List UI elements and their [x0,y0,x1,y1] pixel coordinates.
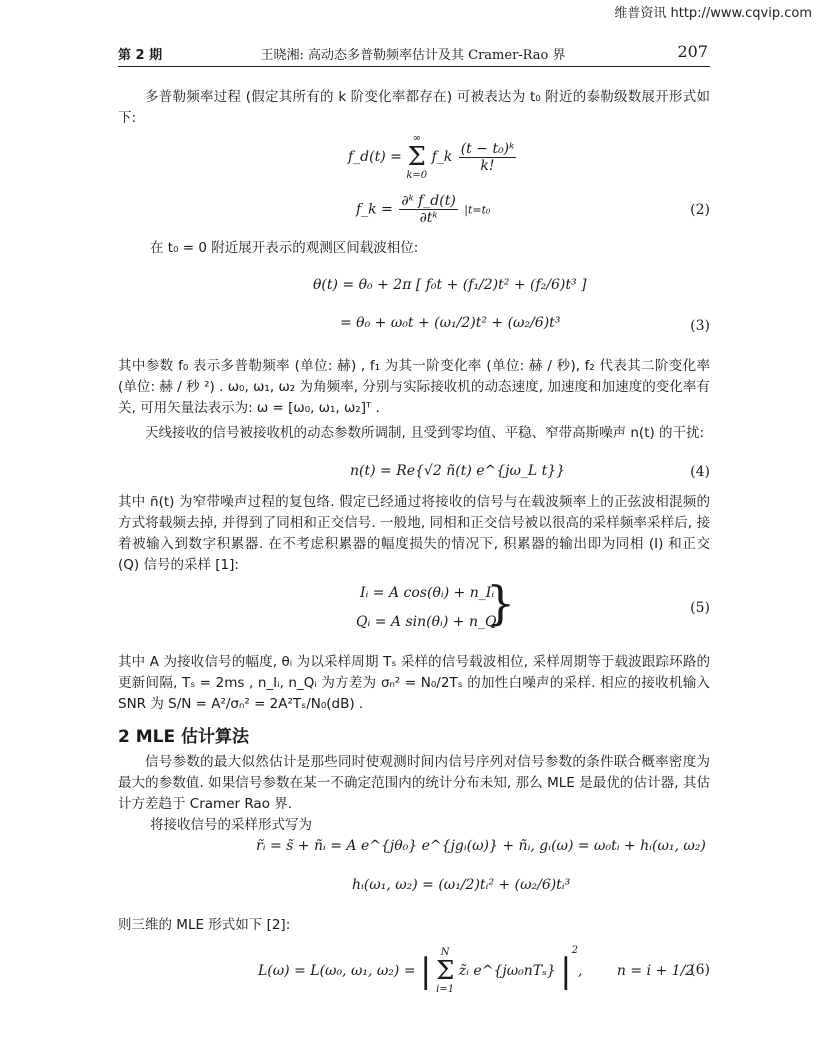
equation-4: n(t) = Re{√2 ñ(t) e^{jω_L t}} [350,463,566,479]
paragraph-phase-intro: 在 t₀ = 0 附近展开表示的观测区间载波相位: [150,240,419,256]
equation-3-line2: = θ₀ + ω₀t + (ω₁/2)t² + (ω₂/6)t³ [340,315,561,331]
eq2-lhs: f_d(t) = [348,149,402,165]
eq6-rhs: n = i + 1/2 [616,963,695,979]
watermark: 维普资讯 http://www.cqvip.com [614,6,812,21]
eq2-sum: ∞ Σ k=0 [406,133,428,181]
paragraph-parameters: 其中参数 f₀ 表示多普勒频率 (单位: 赫) , f₁ 为其一阶变化率 (单位: 赫 / 秒), f₂ 代表其二阶变化率 (单位: 赫 / 秒 ²) . ω₀, ω₁, ω₂ 为角频率, 分别与实际接收机的动态速度, 加速度和加速度的变化率有关, 可用矢量法表示为: ω = [ω₀, ω₁, ω₂]ᵀ . [118,358,710,416]
equation-2-number: (2) [690,202,710,218]
equation-4-number: (4) [690,464,710,480]
equation-sample-line2: hᵢ(ω₁, ω₂) = (ω₁/2)tᵢ² + (ω₂/6)tᵢ³ [352,877,571,893]
eq6-power: 2 [571,945,578,956]
eq6-lhs: L(ω) = L(ω₀, ω₁, ω₂) = [258,963,416,979]
paragraph-mle-definition: 信号参数的最大似然估计是那些同时使观测时间内信号序列对信号参数的条件联合概率密度为最大的参数值. 如果信号参数在某一不确定范围内的统计分布未知, 那么 MLE 是最优的估计器, 其估计方差趋于 Cramer Rao 界. [118,754,710,812]
eq6-abs-left: | [420,951,432,991]
paragraph-noise-intro: 天线接收的信号被接收机的动态参数所调制, 且受到零均值、平稳、窄带高斯噪声 n(t) 的干扰: [145,425,705,441]
page-number: 207 [677,42,708,61]
paragraph-mle-3d: 则三维的 MLE 形式如下 [2]: [118,917,291,933]
equation-6: L(ω) = L(ω₀, ω₁, ω₂) = | N Σ i=1 z̃ᵢ e^{jω₀nTₛ} $|^2$, n = i + 1/2 [258,945,695,995]
paragraph-taylor-intro: 多普勒频率过程 (假定其所有的 k 阶变化率都存在) 可被表达为 t₀ 附近的泰勒级数展开形式如下: [118,89,710,126]
equation-3-number: (3) [690,318,710,334]
section-title: 2 MLE 估计算法 [118,727,250,747]
eq6-term: z̃ᵢ e^{jω₀nTₛ} [458,963,556,979]
paragraph-sample-form: 将接收信号的采样形式写为 [150,817,312,833]
eq2-fraction: $\frac{\text{(t − t₀)ᵏ}}{k!}$ [460,140,515,174]
eq6-abs-right: | [560,951,572,991]
running-title: 王晓湘: 高动态多普勒频率估计及其 Cramer-Rao 界 [260,48,566,63]
equation-sample-line1: r̃ᵢ = s̃ + ñᵢ = A e^{jθ₀} e^{jgᵢ(ω)} + ñᵢ, gᵢ(ω) = ω₀tᵢ + hᵢ(ω₁, ω₂) [256,838,706,854]
equation-2-line2 [356,193,490,226]
eq2-derivative: $\frac{\text{∂ᵏ f\_d(t)}}{\text{∂tᵏ}}$ [401,193,456,226]
equation-5-number: (5) [690,600,710,616]
header-rule [118,66,710,67]
paragraph-iq-sampling: 其中 ñ(t) 为窄带噪声过程的复包络. 假定已经通过将接收的信号与在载波频率上的正弦波相混频的方式将载频去掉, 并得到了同相和正交信号. 一般地, 同相和正交信号被以很高的采样频率采样后, 接着被输入到数字积累器. 在不考虑积累器的幅度损失的情况下, 积累器的输出即为同相 (I) 和正交 (Q) 信号的采样 [1]: [118,494,710,573]
issue-label: 第 2 期 [118,48,163,63]
equation-5-line2: Qᵢ = A sin(θᵢ) + n_Qᵢ [356,614,500,630]
running-header [118,44,708,64]
eq2-fk-lhs: f_k = [356,201,393,218]
paragraph-amplitude: 其中 A 为接收信号的幅度, θᵢ 为以采样周期 Tₛ 采样的信号载波相位, 采样周期等于载波跟踪环路的更新间隔, Tₛ = 2ms , n_Iᵢ, n_Qᵢ 为方差为 σₙ² = N₀/2Tₛ 的加性白噪声的采样. 相应的接收机输入 SNR 为 S/N = A²/σₙ² = 2A²Tₛ/N₀(dB) . [118,654,710,712]
eq2-fk: f_k [431,149,453,165]
equation-5-brace: } [486,576,516,630]
equation-6-number: (6) [690,962,710,978]
equation-5-line1: Iᵢ = A cos(θᵢ) + n_Iᵢ [360,585,495,601]
eq6-sum: N Σ i=1 [435,947,455,995]
equation-2-line1 [348,133,518,181]
equation-3-line1: θ(t) = θ₀ + 2π [ f₀t + (f₁/2)t² + (f₂/6)t³ ] [313,277,587,293]
eq2-evaluation: |t=t₀ [464,203,491,217]
